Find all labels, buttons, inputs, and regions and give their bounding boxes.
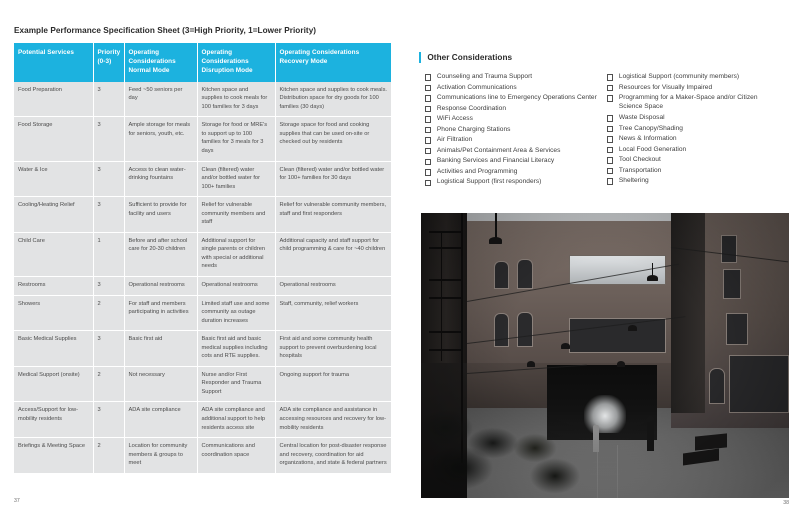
checkbox-icon[interactable] [425,148,431,154]
cell-recovery: Central location for post-disaster response and recovery, coordination for aid organizations, and state & federal partners [275,438,391,473]
cell-normal: Not necessary [124,366,197,402]
list-item-label: Air Filtration [436,136,473,144]
cell-normal: Sufficient to provide for facility and users [124,197,197,233]
page-right [400,0,800,518]
cell-disruption: Additional support for single parents or children with special or additional needs [197,232,275,276]
cell-priority: 3 [93,197,124,233]
cell-service: Medical Support (onsite) [14,366,93,402]
cell-normal: Before and after school care for 20-30 children [124,232,197,276]
section-title: Other Considerations [427,53,513,62]
performance-specification-table [14,43,391,473]
checkbox-icon[interactable] [607,178,613,184]
checklist-column-2 [607,72,782,188]
page-number-left: 37 [14,498,20,504]
list-item-label: Waste Disposal [618,114,665,121]
page-number-right: 38 [783,500,789,506]
cell-service: Showers [14,295,93,331]
other-considerations-header [419,52,790,63]
list-item-label: Animals/Pet Containment Area & Services [436,146,561,154]
table-body [14,82,391,473]
list-item-label: Tree Canopy/Shading [618,124,683,132]
cell-priority: 3 [93,276,124,295]
accent-bar [419,52,421,63]
cell-disruption: Operational restrooms [197,276,275,295]
checklist-column-1 [425,72,607,188]
list-item[interactable] [607,176,782,185]
checkbox-icon[interactable] [607,168,613,174]
list-item-label: Activation Communications [436,83,517,91]
table-header [14,43,391,82]
table-row [14,82,391,117]
checkbox-icon[interactable] [607,85,613,91]
list-item[interactable] [607,93,782,112]
list-item[interactable] [425,72,607,81]
cell-service: Access/Support for low-mobility residents [14,402,93,438]
cell-priority: 3 [93,117,124,161]
cell-service: Water & Ice [14,161,93,197]
list-item-label: Phone Charging Stations [436,125,511,133]
cell-recovery: Kitchen space and supplies to cook meals. Distribution space for dry goods for 100 families (30 days) [275,82,391,117]
list-item-label: Logistical Support (first responders) [436,178,542,186]
checkbox-icon[interactable] [425,74,431,80]
list-item-label: Programming for a Maker-Space and/or Citizen Science Space [618,94,758,111]
list-item-label: Banking Services and Financial Literacy [436,157,555,165]
list-item[interactable] [607,134,782,143]
cell-service: Child Care [14,232,93,276]
cell-service: Basic Medical Supplies [14,331,93,367]
list-item[interactable] [425,83,607,92]
photo-vignette [421,213,789,498]
list-item-label: Sheltering [618,177,649,185]
cell-service: Cooling/Heating Relief [14,197,93,233]
table-row [14,402,391,438]
list-item[interactable] [607,72,782,81]
checkbox-icon[interactable] [425,106,431,112]
list-item[interactable] [425,104,607,113]
table-header-row [14,43,391,82]
list-item[interactable] [607,155,782,164]
table-row [14,117,391,161]
checkbox-icon[interactable] [425,95,431,101]
cell-priority: 3 [93,331,124,367]
list-item[interactable] [425,135,607,144]
checkbox-icon[interactable] [425,180,431,186]
cell-normal: Location for community members & groups to meet [124,438,197,473]
column-header-priority: Priority (0-3) [93,43,124,82]
list-item[interactable] [607,145,782,154]
cell-normal: Ample storage for meals for seniors, youth, etc. [124,117,197,161]
checklists [425,72,790,188]
table-row [14,366,391,402]
cell-priority: 1 [93,232,124,276]
column-header-potential-services: Potential Services [14,43,93,82]
list-item[interactable] [425,114,607,123]
table-row [14,161,391,197]
list-item[interactable] [607,124,782,133]
list-item[interactable] [425,156,607,165]
cell-priority: 2 [93,366,124,402]
checkbox-icon[interactable] [607,147,613,153]
checkbox-icon[interactable] [425,169,431,175]
cell-normal: Feed ~50 seniors per day [124,82,197,117]
cell-service: Restrooms [14,276,93,295]
table-row [14,331,391,367]
cell-priority: 2 [93,438,124,473]
cell-priority: 3 [93,82,124,117]
cell-service: Food Storage [14,117,93,161]
cell-normal: Operational restrooms [124,276,197,295]
cell-service: Briefings & Meeting Space [14,438,93,473]
cell-disruption: Clean (filtered) water and/or bottled water for 100+ families [197,161,275,197]
cell-normal: Access to clean water- drinking fountains [124,161,197,197]
cell-priority: 2 [93,295,124,331]
table-row [14,438,391,473]
list-item-label: Activities and Programming [436,167,518,175]
checkbox-icon[interactable] [607,95,613,101]
cell-disruption: Relief for vulnerable community members and staff [197,197,275,233]
list-item-label: Logistical Support (community members) [618,73,740,80]
list-item-label: Counseling and Trauma Support [436,73,533,80]
cell-recovery: Ongoing support for trauma [275,366,391,402]
list-item[interactable] [607,113,782,122]
list-item-label: Transportation [618,166,662,174]
cell-disruption: Communications and coordination space [197,438,275,473]
checkbox-icon[interactable] [425,127,431,133]
column-header-disruption-mode: Operating Considerations Disruption Mode [197,43,275,82]
cell-recovery: Relief for vulnerable community members, staff and first responders [275,197,391,233]
list-item-label: Tool Checkout [618,156,661,164]
cell-priority: 3 [93,161,124,197]
cell-recovery: Operational restrooms [275,276,391,295]
list-item[interactable] [425,125,607,134]
checkbox-icon[interactable] [607,136,613,142]
checkbox-icon[interactable] [425,159,431,165]
checkbox-icon[interactable] [425,116,431,122]
table-row [14,232,391,276]
list-item[interactable] [425,146,607,155]
list-item-label: News & Information [618,135,677,143]
cell-recovery: Clean (filtered) water and/or bottled water for 100+ families for 30 days [275,161,391,197]
list-item-label: Communications line to Emergency Operations Center [436,94,597,102]
cell-recovery: Storage space for food and cooking supplies that can be used on-site or checked out by residents [275,117,391,161]
cell-priority: 3 [93,402,124,438]
cell-disruption: Limited staff use and some community as outage duration increases [197,295,275,331]
cell-recovery: ADA site compliance and assistance in accessing resources and recovery for low-mobility residents [275,402,391,438]
cell-normal: ADA site compliance [124,402,197,438]
list-item[interactable] [425,167,607,176]
checkbox-icon[interactable] [607,115,613,121]
cell-normal: Basic first aid [124,331,197,367]
cell-disruption: Nurse and/or First Responder and Trauma Support [197,366,275,402]
courtyard-photo [421,213,789,498]
page-title: Example Performance Specification Sheet (3=High Priority, 1=Lower Priority) [14,26,317,35]
column-header-normal-mode: Operating Considerations Normal Mode [124,43,197,82]
list-item-label: Local Food Generation [618,145,687,153]
checkbox-icon[interactable] [607,157,613,163]
cell-recovery: First aid and some community health support to prevent overburdening local hospitals [275,331,391,367]
list-item[interactable] [425,93,607,102]
cell-disruption: ADA site compliance and additional support to help residents access site [197,402,275,438]
checkbox-icon[interactable] [607,126,613,132]
cell-recovery: Additional capacity and staff support for child programming & care for ~40 children [275,232,391,276]
cell-disruption: Basic first aid and basic medical supplies including cots and RTE supplies. [197,331,275,367]
list-item[interactable] [425,177,607,186]
column-header-recovery-mode: Operating Considerations Recovery Mode [275,43,391,82]
checkbox-icon[interactable] [425,137,431,143]
cell-recovery: Staff, community, relief workers [275,295,391,331]
table-row [14,276,391,295]
list-item-label: WiFi Access [436,115,473,123]
list-item[interactable] [607,83,782,92]
table-row [14,197,391,233]
list-item-label: Resources for Visually Impaired [618,83,713,91]
checkbox-icon[interactable] [425,85,431,91]
table-row [14,295,391,331]
list-item-label: Response Coordination [436,104,507,112]
list-item[interactable] [607,166,782,175]
cell-service: Food Preparation [14,82,93,117]
cell-normal: For staff and members participating in activities [124,295,197,331]
checkbox-icon[interactable] [607,74,613,80]
cell-disruption: Storage for food or MRE's to support up to 100 families for 3 meals for 3 days [197,117,275,161]
cell-disruption: Kitchen space and supplies to cook meals for 100 families for 3 days [197,82,275,117]
